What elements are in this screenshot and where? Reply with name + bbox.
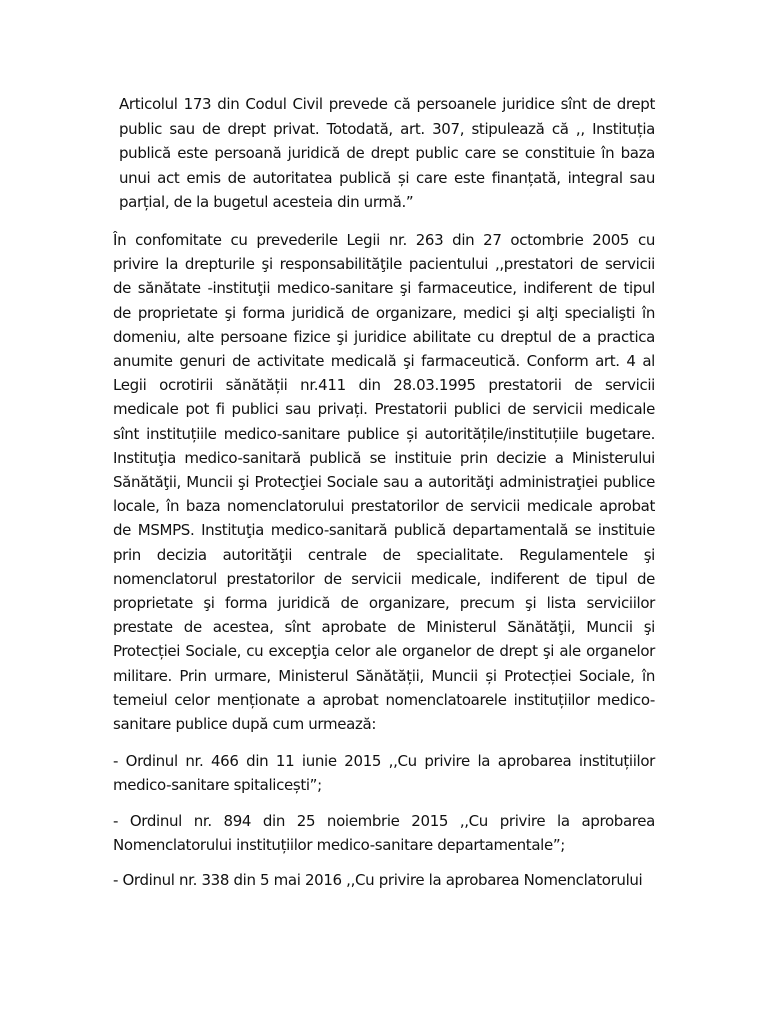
paragraph-civil-code: Articolul 173 din Codul Civil prevede că persoanele juridice sînt de drept public sau de drept privat. Totodată, art. 307, stipulează că ,, Instituția publică este persoană juridică de drept public care se constituie în baza unui act emis de autoritatea publică și care este finanțată, integral sau parțial, de la bugetul acesteia din urmă.” (119, 95, 655, 212)
list-item-order-466: - Ordinul nr. 466 din 11 iunie 2015 ,,Cu privire la aprobarea instituțiilor medico-sanitare spitalicești”; (113, 752, 655, 795)
list-item-order-894: - Ordinul nr. 894 din 25 noiembrie 2015 ,,Cu privire la aprobarea Nomenclatorului instituțiilor medico-sanitare departamentale”; (113, 811, 655, 854)
paragraph-law-263: În confomitate cu prevederile Legii nr. 263 din 27 octombrie 2005 cu privire la drepturile şi responsabilităţile pacientului ,,prestatori de servicii de sănătate -instituţii medico-sanitare şi farmaceutice, indiferent de tipul de proprietate şi forma juridică de organizare, medici şi alţi specialişti în domeniu, alte persoane fizice şi juridice abilitate cu dreptul de a practica anumite genuri de activitate medicală şi farmaceutică. Conform art. 4 al Legii ocrotirii sănătății nr.411 din 28.03.1995 prestatorii de servicii medicale pot fi publici sau privați. Prestatorii publici de servicii medicale sînt instituțiile medico-sanitare publice și autoritățile/instituțiile bugetare. Instituţia medico-sanitară publică se instituie prin decizie a Ministerului Sănătăţii, Muncii şi Protecţiei Sociale sau a autorităţi administraţiei publice locale, în baza nomenclatorului prestatorilor de servicii medicale aprobat de MSMPS. Instituţia medico-sanitară publică departamentală se instituie prin decizia autorităţii centrale de specialitate. Regulamentele şi nomenclatorul prestatorilor de servicii medicale, indiferent de tipul de proprietate şi forma juridică de organizare, precum şi lista serviciilor prestate de acestea, sînt aprobate de Ministerul Sănătăţii, Muncii şi Protecției Sociale, cu excepţia celor ale organelor de drept şi ale organelor militare. Prin urmare, Ministerul Sănătății, Muncii și Protecției Sociale, în temeiul celor menționate a aprobat nomenclatoarele instituțiilor medico-sanitare publice după cum urmează: (113, 230, 655, 734)
list-item-order-338: - Ordinul nr. 338 din 5 mai 2016 ,,Cu privire la aprobarea Nomenclatorului (113, 871, 643, 890)
document-page (113, 92, 655, 892)
